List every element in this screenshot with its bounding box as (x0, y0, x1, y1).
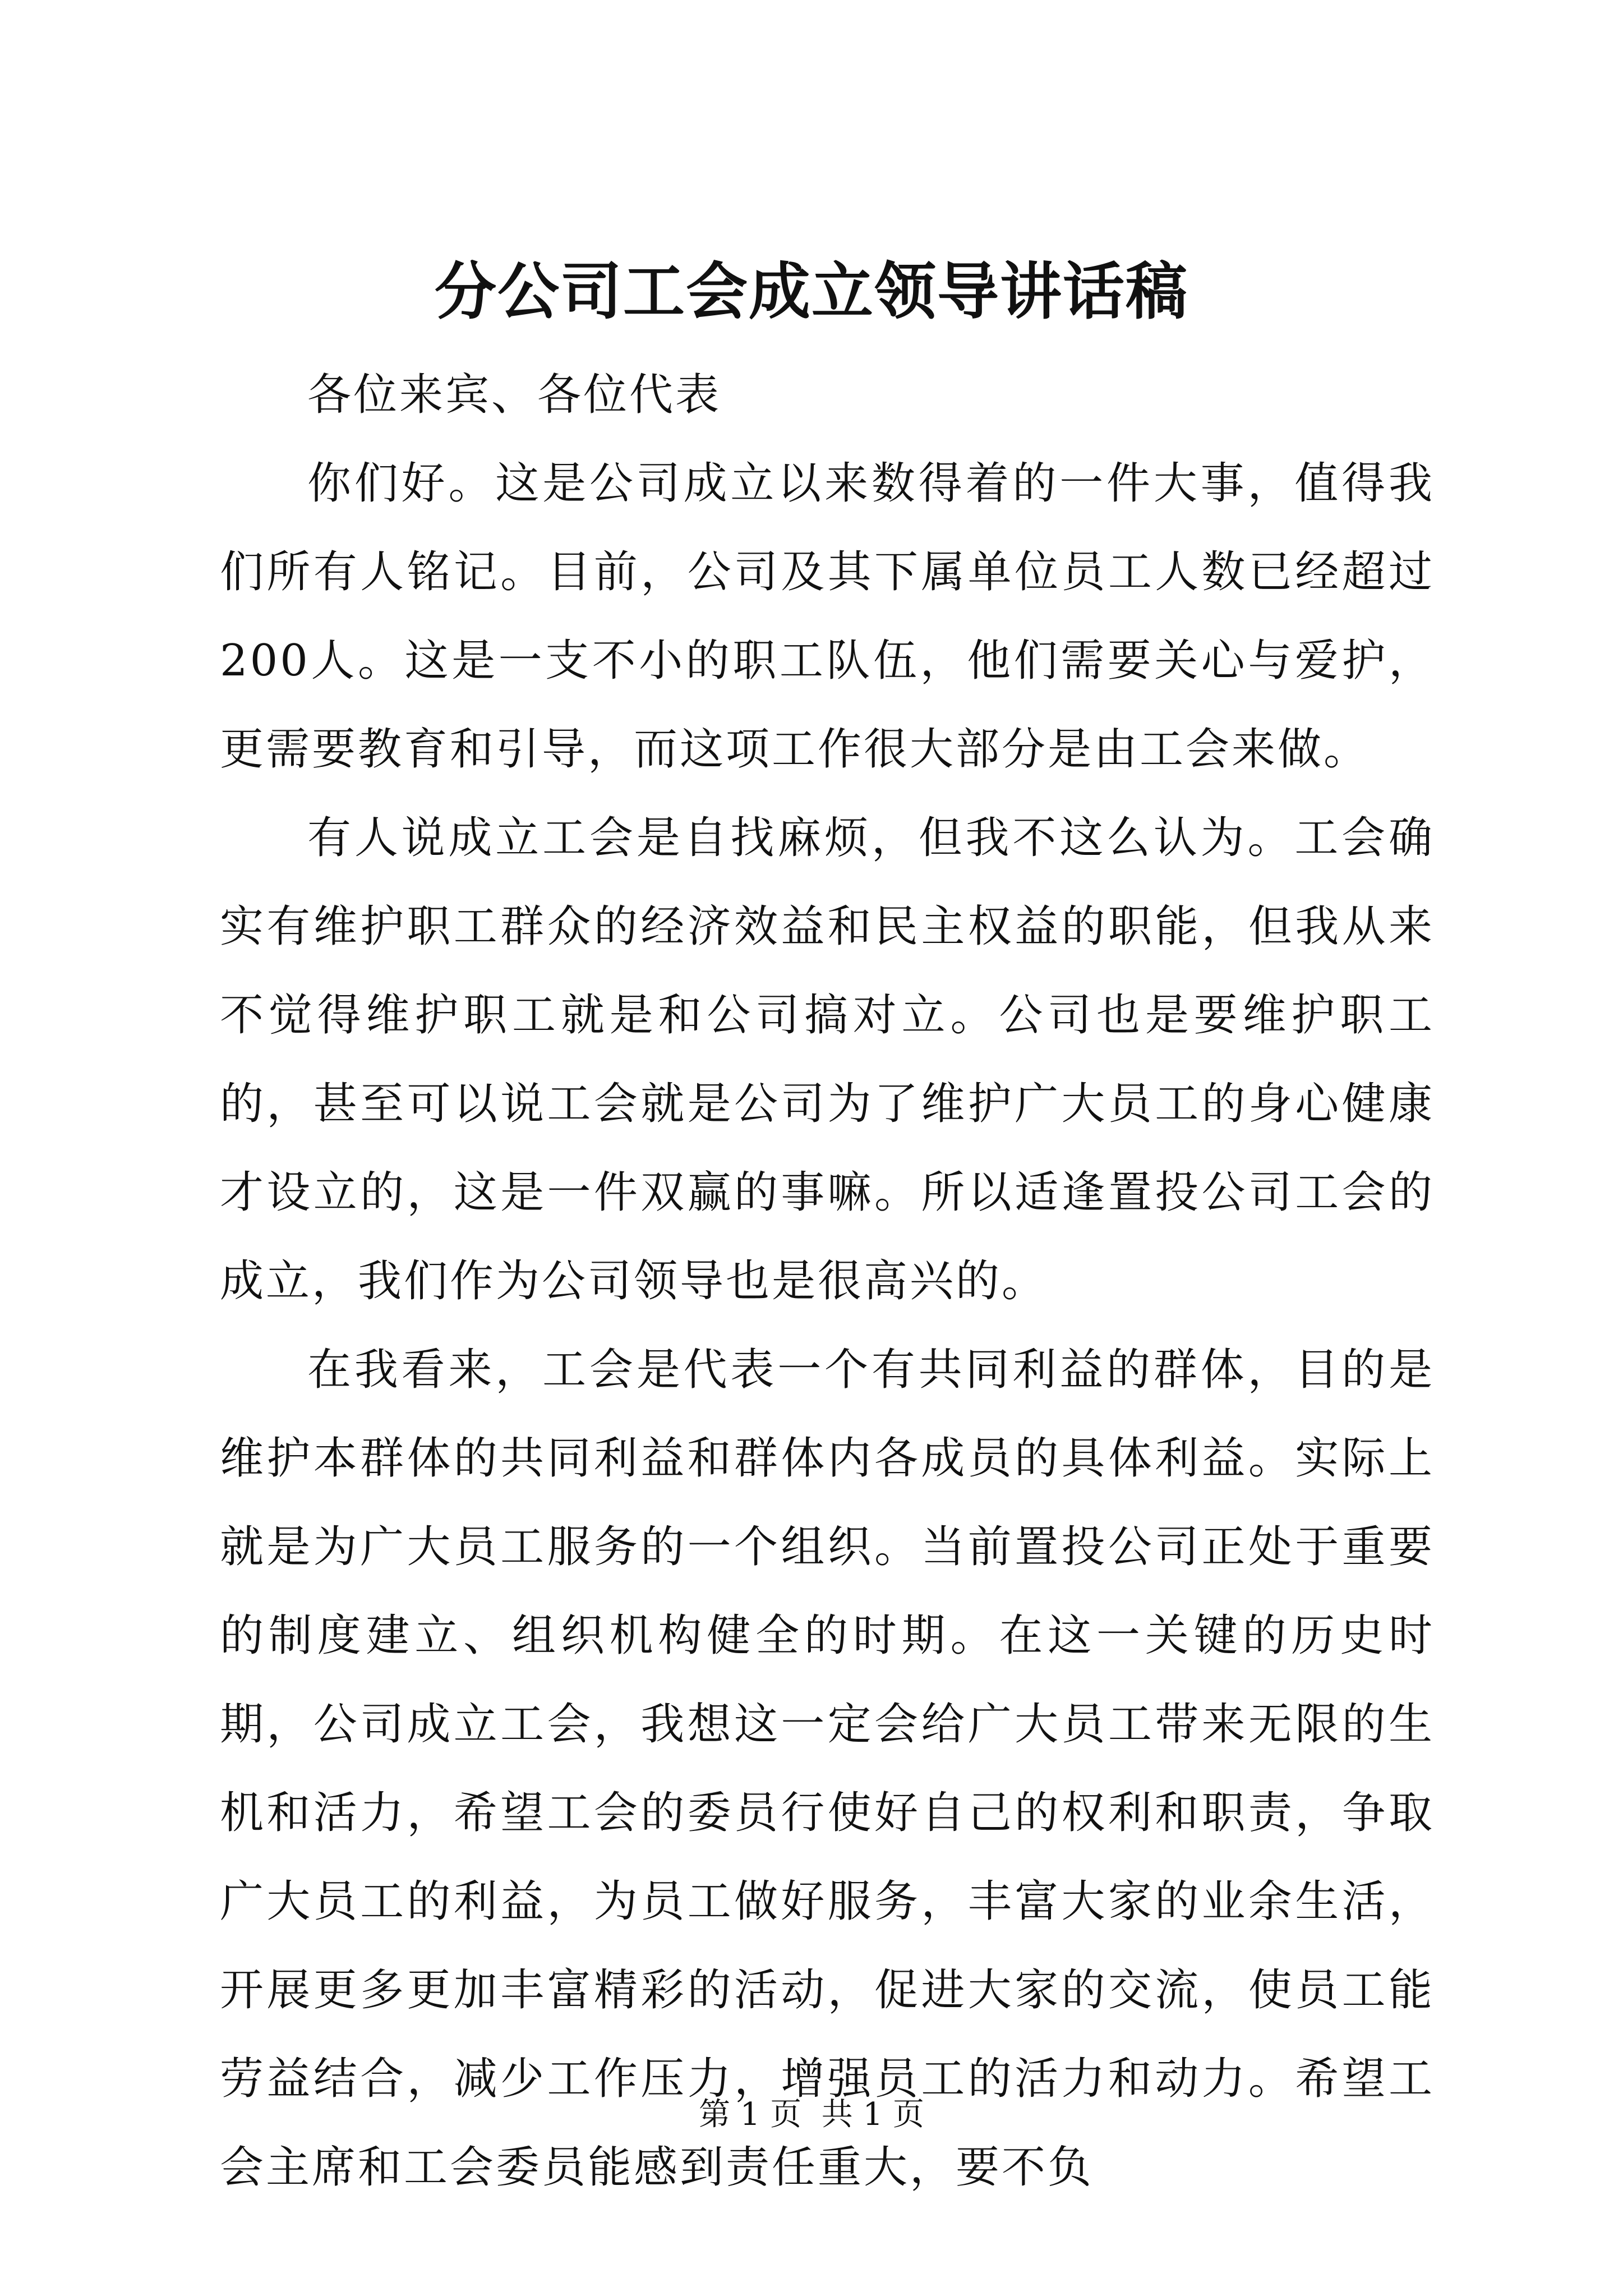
paragraph: 你们好。这是公司成立以来数得着的一件大事，值得我们所有人铭记。目前，公司及其下属单位员工人数已经超过200人。这是一支不小的职工队伍，他们需要关心与爱护，更需要教育和引导，而这项工作很大部分是由工会来做。 (220, 458, 1435, 775)
page-footer (0, 2092, 1623, 2137)
salutation: 各位来宾、各位代表 (307, 370, 722, 420)
paragraph: 在我看来，工会是代表一个有共同利益的群体，目的是维护本群体的共同利益和群体内各成员的具体利益。实际上就是为广大员工服务的一个组织。当前置投公司正处于重要的制度建立、组织机构健全的时期。在这一关键的历史时期，公司成立工会，我想这一定会给广大员工带来无限的生机和活力，希望工会的委员行使好自己的权利和职责，争取广大员工的利益，为员工做好服务，丰富大家的业余生活，开展更多更加丰富精彩的活动，促进大家的交流，使员工能劳益结合，减少工作压力，增强员工的活力和动力。希望工会主席和工会委员能感到责任重大，要不负 (220, 1345, 1435, 2193)
page-number: 第 1 页 共 1 页 (698, 2096, 925, 2133)
paragraph: 有人说成立工会是自找麻烦，但我不这么认为。工会确实有维护职工群众的经济效益和民主权益的职能，但我从来不觉得维护职工就是和公司搞对立。公司也是要维护职工的，甚至可以说工会就是公司为了维护广大员工的身心健康才设立的，这是一件双赢的事嘛。所以适逢置投公司工会的成立，我们作为公司领导也是很高兴的。 (220, 813, 1435, 1306)
document-body (220, 351, 1435, 2212)
document-title: 分公司工会成立领导讲话稿 (435, 255, 1188, 328)
